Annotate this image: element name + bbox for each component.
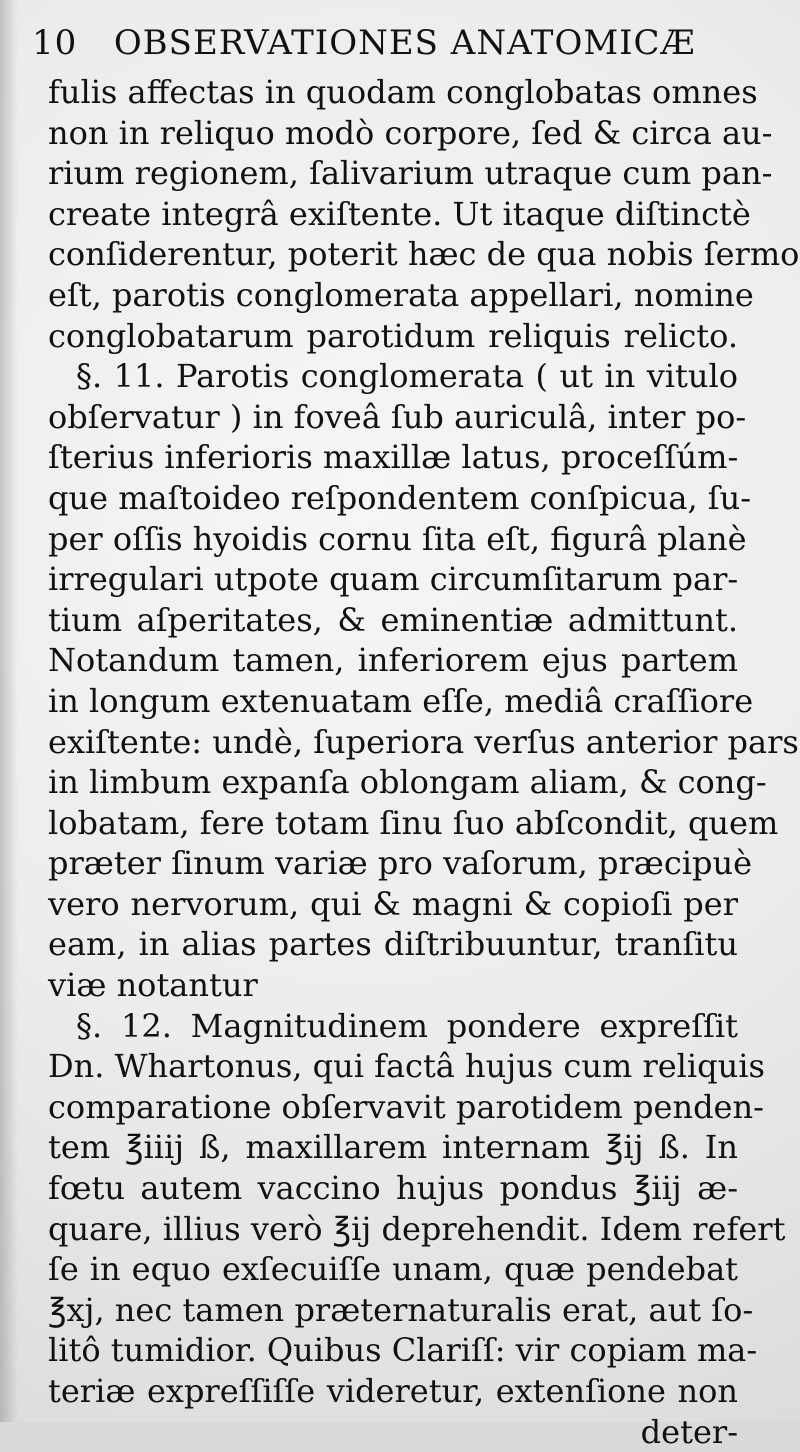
text-line: Notandum tamen, inferiorem ejus partem — [48, 641, 738, 680]
text-line: exiſtente: undè, ſuperiora verſus anterior pars — [48, 722, 799, 761]
catchword: deter- — [640, 1412, 738, 1451]
text-line: conſiderentur, poterit hæc de qua nobis ſermo — [48, 235, 800, 274]
text-line: non in reliquo modò corpore, ſed & circa au- — [48, 113, 773, 152]
page-header — [32, 18, 772, 68]
text-line: rium regionem, ſalivarium utraque cum pan- — [48, 154, 773, 193]
text-line: ſterius inferioris maxillæ latus, proceſſúm- — [48, 438, 739, 477]
text-line: per oſſis hyoidis cornu ſita eſt, figurâ planè — [48, 519, 747, 558]
text-line: ℥xj, nec tamen præternaturalis erat, aut ſo- — [48, 1290, 754, 1329]
text-line: irregulari utpote quam circumſitarum par- — [48, 560, 739, 599]
text-line: fulis affectas in quodam conglobatas omnes — [48, 73, 758, 111]
text-line: lobatam, fere totam ſinu ſuo abſcondit, quem — [48, 803, 779, 842]
text-line: quare, illius verò ℥ij deprehendit. Idem refert — [48, 1209, 786, 1248]
text-line: fœtu autem vaccino hujus pondus ℥iij æ- — [48, 1169, 738, 1208]
text-line: que maſtoideo reſpondentem conſpicua, ſu- — [48, 478, 752, 517]
text-line: litô tumidior. Quibus Clariſſ: vir copiam ma- — [48, 1331, 758, 1370]
running-head: OBSERVATIONES ANATOMICÆ — [113, 23, 696, 63]
text-line: conglobatarum parotidum reliquis relicto. — [48, 316, 738, 355]
text-line: in limbum expanſa oblongam aliam, & cong- — [48, 763, 767, 802]
text-line: §. 12. Magnitudinem pondere expreſſit — [76, 1006, 738, 1045]
text-line: obſervatur ) in foveâ ſub auriculâ, inter po- — [48, 397, 747, 436]
text-line: tium aſperitates, & eminentiæ admittunt. — [48, 600, 738, 639]
text-line: viæ notantur — [48, 966, 258, 1005]
text-line: create integrâ exiſtente. Ut itaque diſtinctè — [48, 194, 751, 233]
page-number: 10 — [32, 23, 78, 63]
text-line: ſe in equo exſecuiſſe unam, quæ pendebat — [48, 1250, 738, 1289]
body-text — [48, 72, 800, 1452]
text-line: comparatione obſervavit parotidem penden- — [48, 1087, 764, 1126]
text-line: Dn. Whartonus, qui factâ hujus cum reliquis — [48, 1047, 765, 1086]
text-line: eſt, parotis conglomerata appellari, nomine — [48, 275, 754, 314]
text-line: in longum extenuatam eſſe, mediâ craſſiore — [48, 681, 754, 720]
text-line: §. 11. Parotis conglomerata ( ut in vitulo — [76, 357, 738, 396]
text-line: vero nervorum, qui & magni & copioſi per — [48, 884, 738, 923]
text-line: teriæ expreſſiſſe videretur, extenſione non — [48, 1372, 738, 1410]
text-line: eam, in alias partes diſtribuuntur, tranſitu — [48, 925, 738, 964]
text-line: tem ℥iiij ß, maxillarem internam ℥ij ß. In — [48, 1128, 738, 1167]
page-edge-shadow — [0, 0, 18, 1422]
text-line: præter ſinum variæ pro vaſorum, præcipuè — [48, 844, 752, 883]
